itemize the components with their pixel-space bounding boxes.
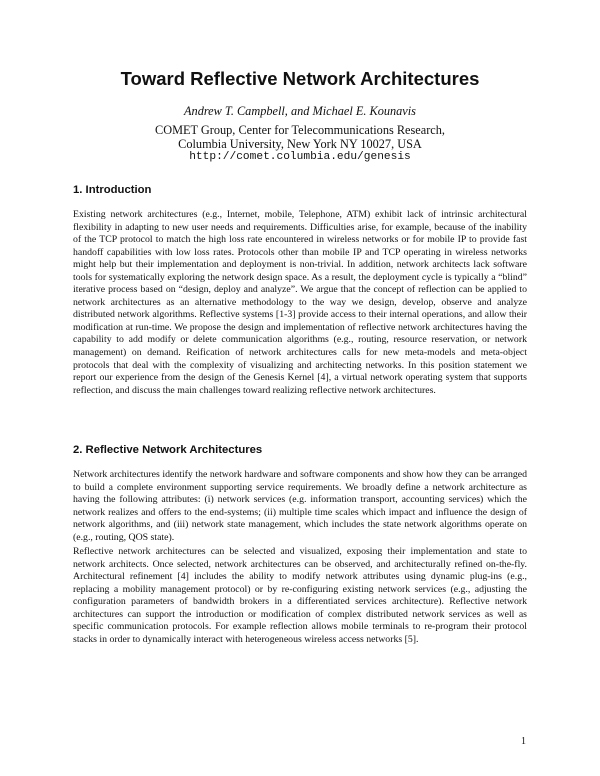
- architectures-paragraph-2: Reflective network architectures can be selected and visualized, exposing their implementation and state to network architects. Once selected, network architectures can be observed, and architecturally refined on-the-fly. Architectural refinement [4] includes the ability to modify network attributes using dynamic plug-ins (e.g., replacing a mobility management protocol) or by re-configuring existing network services (e.g., adjusting the configuration parameters of bandwidth brokers in a differentiated services architecture). Reflective network architectures can support the introduction or modification of complex distributed network services as well as specific communication protocols. For example reflection allows mobile terminals to re-program their protocol stacks in order to dynamically interact with heterogeneous wireless access networks [5].: [73, 546, 527, 645]
- page-number: 1: [521, 736, 526, 747]
- paper-title: Toward Reflective Network Architectures: [120, 68, 480, 89]
- paper-authors: Andrew T. Campbell, and Michael E. Kounavis: [184, 104, 416, 118]
- affiliation-line-1: COMET Group, Center for Telecommunications Research,: [155, 123, 445, 137]
- architectures-paragraph-1: Network architectures identify the network hardware and software components and show how they can be arranged to build a complete environment supporting service requirements. We broadly define a network architecture as having the following attributes: (i) network services (e.g. information transport, accounting services) which the network realizes and offers to the end-systems; (ii) multiple time scales which impact and influence the design of network algorithms, and (iii) network state management, which includes the state network algorithms operate on (e.g., routing, QOS state).: [73, 469, 527, 543]
- section-heading-reflective-network-architectures: 2. Reflective Network Architectures: [73, 444, 263, 456]
- introduction-paragraph: Existing network architectures (e.g., Internet, mobile, Telephone, ATM) exhibit lack of intrinsic architectural flexibility in adapting to new user needs and requirements. Difficulties arise, for example, because of the inability of the TCP protocol to match the high loss rate encountered in wireless networks or for mobile IP to provide fast handoff capabilities with low loss rates. Protocols other than mobile IP and TCP operating in wireless networks might help but their implementation and deployment is non-trivial. In addition, network architects lack software tools for systematically exploring the network design space. As a result, the deployment cycle is typically a “blind” iterative process based on “design, deploy and analyze”. We argue that the concept of reflection can be applied to network architectures as an alternative methodology to the way we design, develop, observe and analyze distributed network algorithms. Reflective systems [1-3] provide access to their internal operations, and allow their modification at run-time. We propose the design and implementation of reflective network architectures having the capability to add modify or delete communication algorithms (e.g., routing, resource reservation, or network management) on demand. Reification of network architectures calls for new meta-models and meta-object protocols that deal with the complexity of visualizing and architecting networks. In this position statement we report our experience from the design of the Genesis Kernel [4], a virtual network operating system that supports reflection, and discuss the main challenges toward realizing reflective network architectures.: [73, 209, 527, 396]
- affiliation-line-2: Columbia University, New York NY 10027, USA: [178, 137, 422, 151]
- project-url[interactable]: http://comet.columbia.edu/genesis: [189, 151, 411, 163]
- section-heading-introduction: 1. Introduction: [73, 184, 152, 196]
